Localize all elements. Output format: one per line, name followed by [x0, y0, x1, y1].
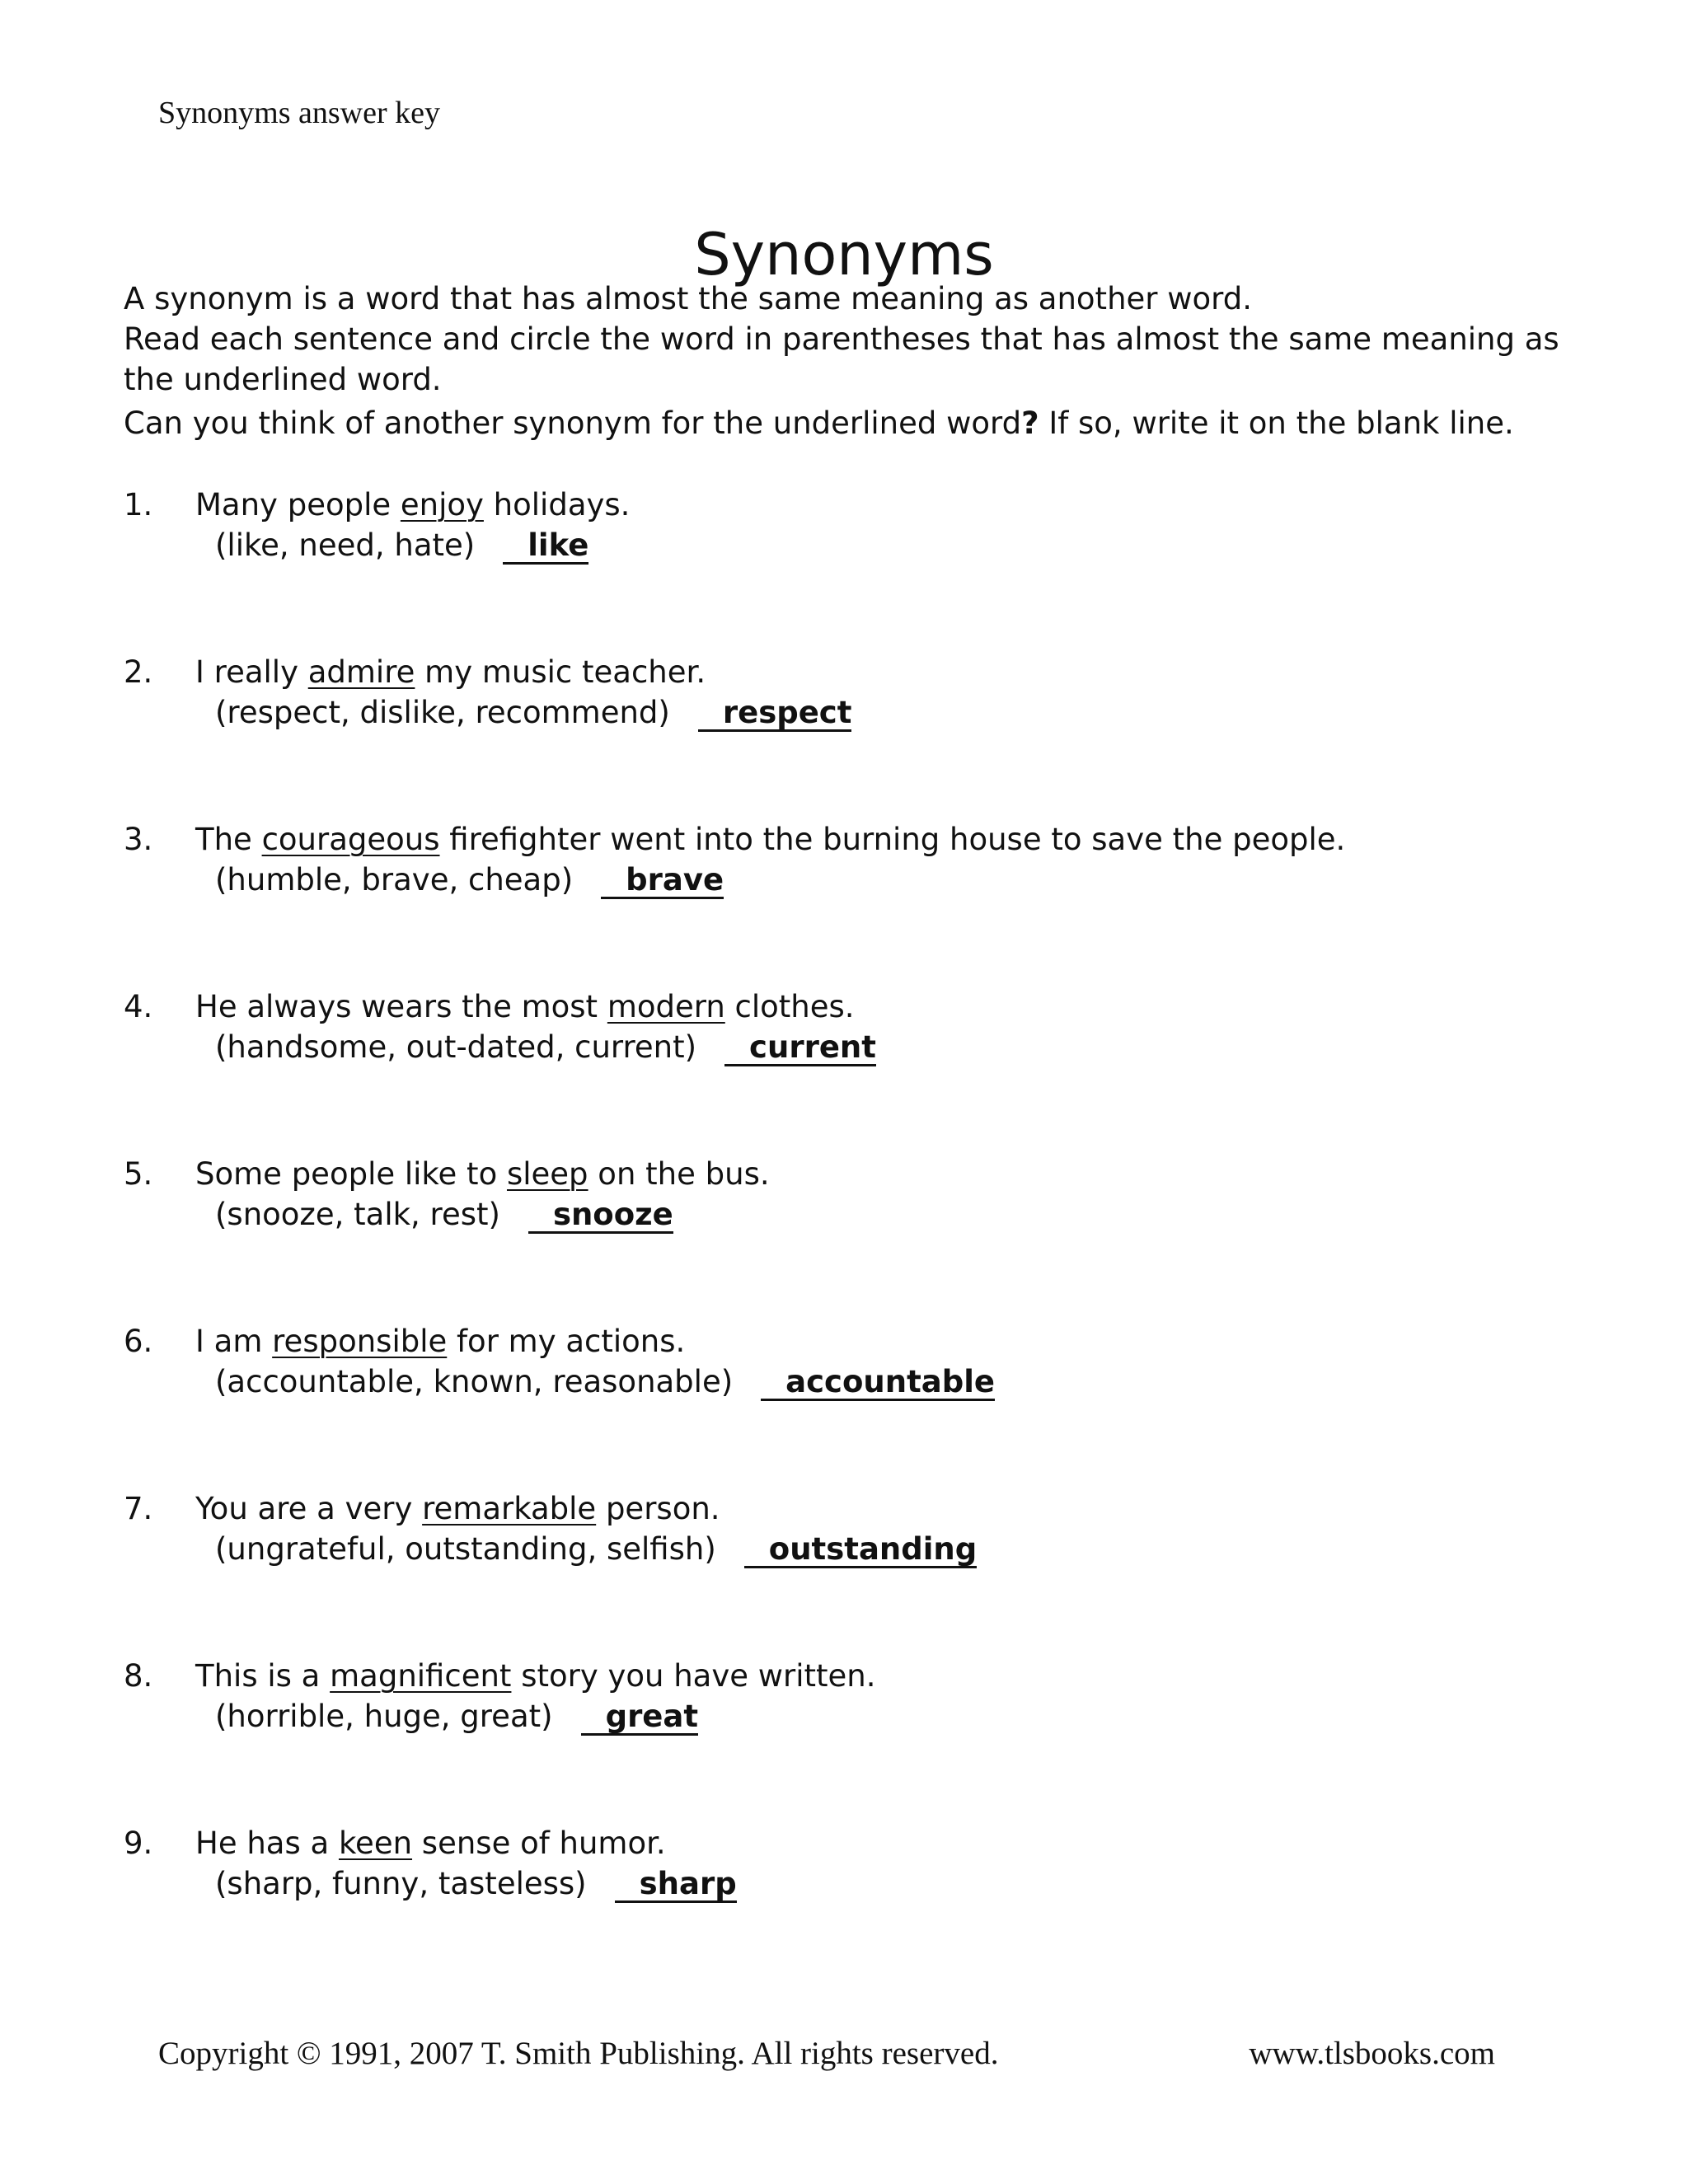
underlined-word: remarkable: [422, 1491, 597, 1526]
sentence-end: person.: [596, 1491, 720, 1526]
answer-blank: outstanding: [744, 1533, 977, 1568]
answer-blank: current: [724, 1031, 876, 1066]
item-number: 2.: [124, 654, 153, 690]
item-sentence: [195, 819, 1345, 860]
instruction-line-3: [124, 403, 1599, 443]
sentence-start: He always wears the most: [195, 989, 607, 1024]
sentence-end: firefighter went into the burning house to save the people.: [439, 822, 1346, 857]
item-number: 5.: [124, 1156, 153, 1192]
item-sentence: [195, 1321, 685, 1361]
footer-url: www.tlsbooks.com: [1249, 2036, 1495, 2071]
word-choices: (respect, dislike, recommend): [215, 695, 670, 730]
item-sentence: [195, 652, 706, 692]
underlined-word: sleep: [506, 1156, 588, 1192]
sentence-end: sense of humor.: [412, 1825, 666, 1861]
word-choices: (handsome, out-dated, current): [215, 1029, 697, 1065]
item-sentence: [195, 1488, 720, 1529]
exercise-item: [124, 485, 1599, 652]
word-choices: (snooze, talk, rest): [215, 1197, 500, 1232]
answer-blank: accountable: [761, 1366, 995, 1401]
exercise-item: [124, 1823, 1599, 1990]
item-options-row: [215, 1529, 977, 1569]
sentence-end: clothes.: [724, 989, 855, 1024]
answer-blank: brave: [601, 864, 724, 899]
instruction-line-3-tail: If so, write it on the blank line.: [1039, 405, 1514, 441]
answer-blank: snooze: [528, 1198, 673, 1234]
item-number: 1.: [124, 487, 153, 523]
answer-blank: respect: [698, 696, 852, 732]
sentence-start: The: [195, 822, 262, 857]
item-options-row: [215, 1361, 995, 1402]
item-number: 4.: [124, 989, 153, 1024]
underlined-word: responsible: [272, 1324, 448, 1359]
sentence-end: for my actions.: [447, 1324, 686, 1359]
exercise-list: [124, 485, 1599, 1990]
exercise-item: [124, 1154, 1599, 1321]
underlined-word: keen: [338, 1825, 413, 1861]
underlined-word: enjoy: [400, 487, 484, 523]
item-options-row: [215, 1194, 673, 1235]
page-title: Synonyms: [694, 220, 994, 288]
header-note: Synonyms answer key: [158, 96, 440, 130]
instruction-line-2: Read each sentence and circle the word in parentheses that has almost the same meaning as the underlined word.: [124, 321, 1559, 397]
underlined-word: modern: [607, 989, 725, 1024]
underlined-word: magnificent: [330, 1658, 512, 1694]
sentence-end: story you have written.: [511, 1658, 876, 1694]
answer-blank: sharp: [615, 1868, 737, 1903]
item-sentence: [195, 987, 855, 1027]
exercise-item: [124, 652, 1599, 819]
exercise-item: [124, 819, 1599, 987]
answer-blank: like: [503, 529, 588, 565]
question-mark: ?: [1021, 405, 1039, 441]
item-sentence: [195, 1656, 876, 1696]
sentence-start: You are a very: [195, 1491, 423, 1526]
word-choices: (ungrateful, outstanding, selfish): [215, 1531, 716, 1567]
sentence-end: my music teacher.: [415, 654, 706, 690]
item-options-row: [215, 692, 851, 733]
underlined-word: courageous: [261, 822, 440, 857]
item-number: 9.: [124, 1825, 153, 1861]
answer-blank: great: [581, 1700, 698, 1736]
exercise-item: [124, 1488, 1599, 1656]
sentence-end: on the bus.: [588, 1156, 770, 1192]
exercise-item: [124, 987, 1599, 1154]
sentence-start: He has a: [195, 1825, 339, 1861]
instruction-line-1: A synonym is a word that has almost the same meaning as another word.: [124, 281, 1252, 316]
instruction-line-3-text: Can you think of another synonym for the underlined word: [124, 405, 1022, 441]
item-number: 8.: [124, 1658, 153, 1694]
item-number: 6.: [124, 1324, 153, 1359]
word-choices: (like, need, hate): [215, 527, 476, 563]
item-options-row: [215, 1863, 737, 1904]
item-options-row: [215, 1696, 698, 1736]
item-sentence: [195, 485, 630, 525]
word-choices: (humble, brave, cheap): [215, 862, 574, 898]
sentence-start: Some people like to: [195, 1156, 507, 1192]
exercise-item: [124, 1321, 1599, 1488]
sentence-start: I really: [195, 654, 308, 690]
sentence-start: Many people: [195, 487, 401, 523]
item-sentence: [195, 1823, 666, 1863]
item-sentence: [195, 1154, 770, 1194]
sentence-start: I am: [195, 1324, 273, 1359]
instructions: [124, 279, 1599, 443]
underlined-word: admire: [307, 654, 415, 690]
item-options-row: [215, 1027, 876, 1067]
footer-copyright: Copyright © 1991, 2007 T. Smith Publishing. All rights reserved.: [158, 2036, 999, 2071]
item-options-row: [215, 525, 588, 565]
word-choices: (accountable, known, reasonable): [215, 1364, 734, 1399]
exercise-item: [124, 1656, 1599, 1823]
sentence-end: holidays.: [483, 487, 631, 523]
word-choices: (sharp, funny, tasteless): [215, 1866, 587, 1901]
sentence-start: This is a: [195, 1658, 331, 1694]
item-number: 3.: [124, 822, 153, 857]
item-number: 7.: [124, 1491, 153, 1526]
item-options-row: [215, 860, 724, 900]
word-choices: (horrible, huge, great): [215, 1699, 553, 1734]
